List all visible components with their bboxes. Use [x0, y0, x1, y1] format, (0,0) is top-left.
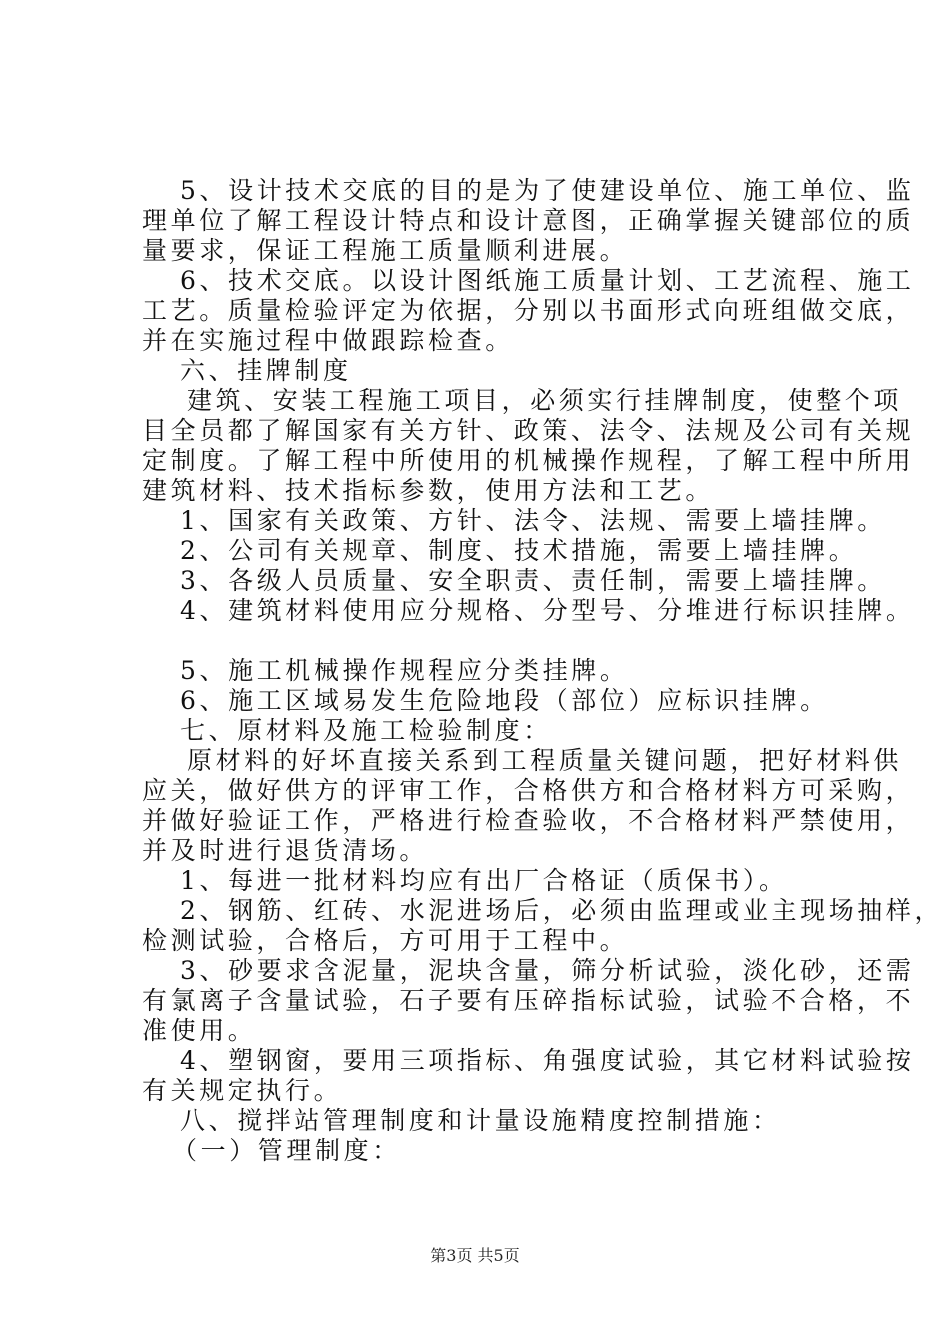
- paragraph-line: 原材料的好坏直接关系到工程质量关键问题，把好材料供: [187, 746, 903, 775]
- document-body: [142, 176, 944, 1166]
- paragraph-line: 目全员都了解国家有关方针、政策、法令、法规及公司有关规: [142, 416, 915, 445]
- list-item: 1、国家有关政策、方针、法令、法规、需要上墙挂牌。: [180, 506, 886, 535]
- paragraph-line: 6、技术交底。以设计图纸施工质量计划、工艺流程、施工: [180, 266, 915, 295]
- section-heading: 七、原材料及施工检验制度：: [180, 716, 552, 745]
- paragraph-line: 检测试验，合格后，方可用于工程中。: [142, 926, 629, 955]
- paragraph-line: 理单位了解工程设计特点和设计意图，正确掌握关键部位的质: [142, 206, 915, 235]
- list-item: 2、公司有关规章、制度、技术措施，需要上墙挂牌。: [180, 536, 858, 565]
- list-item: 4、塑钢窗，要用三项指标、角强度试验，其它材料试验按: [180, 1046, 915, 1075]
- paragraph-line: 有关规定执行。: [142, 1076, 343, 1105]
- list-item: 5、施工机械操作规程应分类挂牌。: [180, 656, 629, 685]
- paragraph-line: 并做好验证工作，严格进行检查验收，不合格材料严禁使用，: [142, 806, 915, 835]
- paragraph-line: 建筑材料、技术指标参数，使用方法和工艺。: [142, 476, 715, 505]
- paragraph-line: 工艺。质量检验评定为依据，分别以书面形式向班组做交底，: [142, 296, 915, 325]
- list-item: 1、每进一批材料均应有出厂合格证（质保书）。: [180, 866, 788, 895]
- paragraph-line: 准使用。: [142, 1016, 257, 1045]
- paragraph-line: 建筑、安装工程施工项目，必须实行挂牌制度，使整个项: [187, 386, 903, 415]
- paragraph-line: 并在实施过程中做跟踪检查。: [142, 326, 514, 355]
- list-item: 3、砂要求含泥量，泥块含量，筛分析试验，淡化砂，还需: [180, 956, 915, 985]
- paragraph-line: 并及时进行退货清场。: [142, 836, 429, 865]
- list-item: 4、建筑材料使用应分规格、分型号、分堆进行标识挂牌。: [180, 596, 915, 625]
- list-item: 3、各级人员质量、安全职责、责任制，需要上墙挂牌。: [180, 566, 886, 595]
- list-item: 6、施工区域易发生危险地段（部位）应标识挂牌。: [180, 686, 829, 715]
- paragraph-line: 应关，做好供方的评审工作，合格供方和合格材料方可采购，: [142, 776, 915, 805]
- list-item: 2、钢筋、红砖、水泥进场后，必须由监理或业主现场抽样，: [180, 896, 944, 925]
- subsection-heading: （一）管理制度：: [172, 1136, 401, 1165]
- section-heading: 六、挂牌制度: [180, 356, 352, 385]
- paragraph-line: 5、设计技术交底的目的是为了使建设单位、施工单位、监: [180, 176, 915, 205]
- paragraph-line: 定制度。了解工程中所使用的机械操作规程，了解工程中所用: [142, 446, 915, 475]
- page-number-footer: 第3页 共5页: [430, 1246, 520, 1265]
- blank-line: [142, 626, 832, 656]
- paragraph-line: 有氯离子含量试验，石子要有压碎指标试验，试验不合格，不: [142, 986, 915, 1015]
- section-heading: 八、搅拌站管理制度和计量设施精度控制措施：: [180, 1106, 781, 1135]
- paragraph-line: 量要求，保证工程施工质量顺利进展。: [142, 236, 629, 265]
